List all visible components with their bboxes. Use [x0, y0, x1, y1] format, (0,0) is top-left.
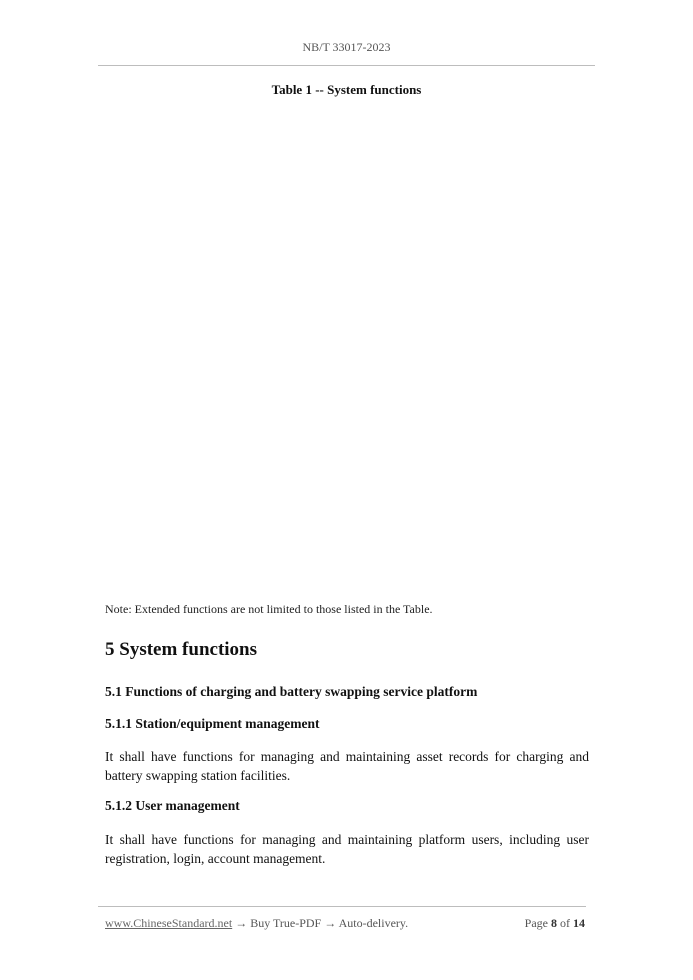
- arrow-right-icon: →: [232, 916, 251, 930]
- paragraph-station-management: It shall have functions for managing and maintaining asset records for charging and battery swapping station facilities.: [105, 749, 589, 783]
- footer-divider: [98, 906, 586, 907]
- of-label: of: [560, 916, 570, 930]
- header-divider: [98, 65, 595, 66]
- running-header: NB/T 33017-2023: [302, 40, 391, 54]
- auto-delivery-text: Auto-delivery.: [338, 916, 409, 930]
- paragraph-user-management: It shall have functions for managing and maintaining platform users, including user registration, login, account management.: [105, 832, 589, 866]
- buy-pdf-text: Buy True-PDF: [250, 916, 322, 930]
- section-heading: 5 System functions: [105, 639, 258, 660]
- subsection-heading-5-1-2: 5.1.2 User management: [105, 798, 240, 813]
- subsection-heading-5-1-1: 5.1.1 Station/equipment management: [105, 716, 320, 731]
- page-footer: [105, 916, 585, 931]
- table-note: Note: Extended functions are not limited to those listed in the Table.: [105, 602, 433, 616]
- page-indicator: [525, 916, 585, 931]
- arrow-right-icon: →: [321, 916, 339, 930]
- page-total: 14: [573, 916, 585, 930]
- subsection-heading-5-1: 5.1 Functions of charging and battery swapping service platform: [105, 684, 478, 699]
- footer-promo: [105, 916, 408, 931]
- page-label: Page: [524, 916, 548, 930]
- site-link[interactable]: www.ChineseStandard.net: [105, 916, 233, 930]
- table-caption: Table 1 -- System functions: [271, 82, 422, 97]
- page-number: 8: [551, 916, 557, 930]
